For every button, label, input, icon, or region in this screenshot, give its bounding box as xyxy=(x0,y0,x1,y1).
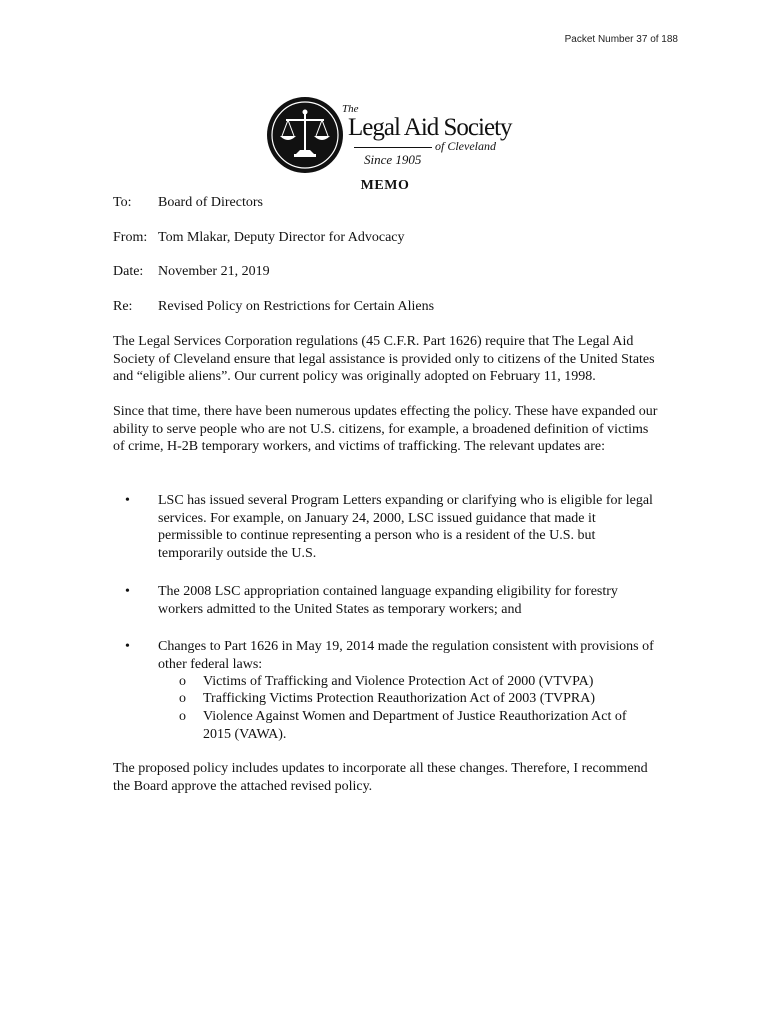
memo-re-value: Revised Policy on Restrictions for Certain Aliens xyxy=(158,299,435,314)
paragraph-updates: Since that time, there have been numerous updates effecting the policy. These have expanded our ability to serve people who are not U.S. citizens, for example, a broadened definition of victims of crime, H-2B temporary workers, and victims of trafficking. The relevant updates are: xyxy=(113,404,658,454)
logo-city: of Cleveland xyxy=(435,139,496,153)
packet-number: Packet Number 37 of 188 xyxy=(564,34,678,45)
paragraph-recommendation: The proposed policy includes updates to incorporate all these changes. Therefore, I recommend the Board approve the attached revised policy. xyxy=(113,761,648,794)
bullet-glyph: • xyxy=(125,493,130,508)
bullet-text: Changes to Part 1626 in May 19, 2014 made the regulation consistent with provisions of other federal laws: xyxy=(158,639,654,672)
scales-of-justice-icon xyxy=(266,96,344,174)
logo-rule xyxy=(354,147,432,148)
memo-date-line xyxy=(113,264,270,280)
memo-re-line xyxy=(113,299,434,315)
sub-bullet-glyph: o xyxy=(179,674,186,689)
paragraph-intro: The Legal Services Corporation regulations (45 C.F.R. Part 1626) require that The Legal Aid Society of Cleveland ensure that legal assistance is provided only to citizens of the United States and “eligible aliens”. Our current policy was originally adopted on February 11, 1998. xyxy=(113,334,655,384)
logo-name: Legal Aid Society xyxy=(348,114,512,141)
memo-re-label: Re: xyxy=(113,299,133,314)
memo-from-line xyxy=(113,230,405,246)
logo-the: The xyxy=(342,103,359,115)
memo-date-value: November 21, 2019 xyxy=(158,264,270,279)
memo-title: MEMO xyxy=(360,178,410,193)
bullet-glyph: • xyxy=(125,639,130,654)
legal-aid-logo xyxy=(266,94,516,174)
sub-bullet-glyph: o xyxy=(179,709,186,724)
memo-to-label: To: xyxy=(113,195,132,210)
memo-to-value: Board of Directors xyxy=(158,195,263,210)
sub-bullet-glyph: o xyxy=(179,691,186,706)
sub-bullet-text: Victims of Trafficking and Violence Protection Act of 2000 (VTVPA) xyxy=(203,674,594,689)
memo-from-value: Tom Mlakar, Deputy Director for Advocacy xyxy=(158,230,405,245)
memo-date-label: Date: xyxy=(113,264,144,279)
sub-bullet-text: Violence Against Women and Department of Justice Reauthorization Act of 2015 (VAWA). xyxy=(203,709,627,742)
bullet-text: The 2008 LSC appropriation contained language expanding eligibility for forestry workers admitted to the United States as temporary workers; and xyxy=(158,584,618,617)
memo-from-label: From: xyxy=(113,230,148,245)
memo-to-line xyxy=(113,195,263,211)
bullet-glyph: • xyxy=(125,584,130,599)
sub-bullet-text: Trafficking Victims Protection Reauthorization Act of 2003 (TVPRA) xyxy=(203,691,596,706)
bullet-text: LSC has issued several Program Letters expanding or clarifying who is eligible for legal services. For example, on January 24, 2000, LSC issued guidance that made it permissible to continue representing a person who is a resident of the U.S. but temporarily outside the U.S. xyxy=(158,493,653,561)
logo-since: Since 1905 xyxy=(364,152,422,167)
